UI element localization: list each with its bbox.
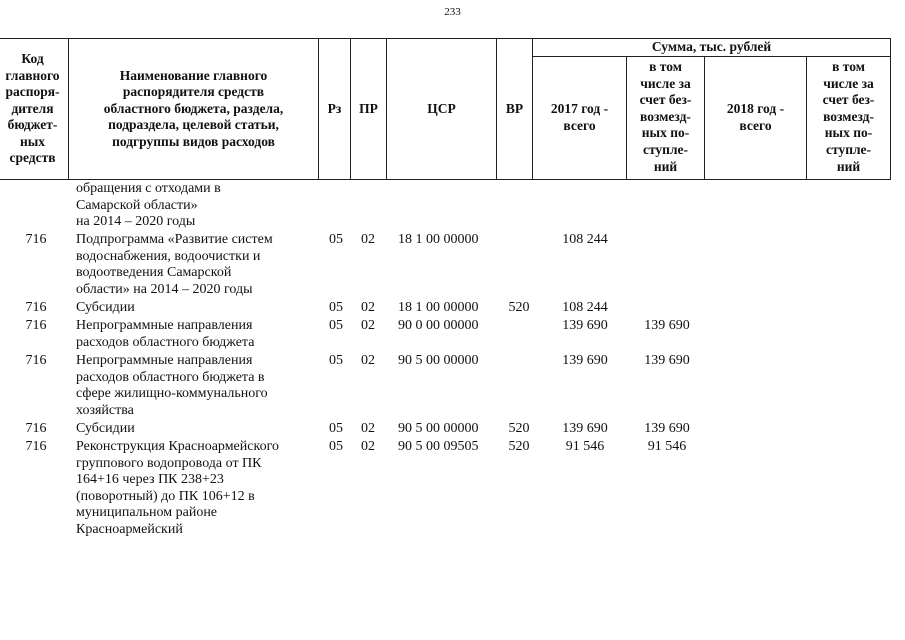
row-2017-total: 139 690 [562,318,608,334]
row-2017-total: 91 546 [565,439,605,454]
row-name-line: хозяйства [76,402,134,418]
row-csr: 90 5 00 00000 [398,353,479,368]
row-pr: 02 [361,300,375,316]
row-code: 716 [25,439,47,454]
row-csr: 90 5 00 00000 [398,420,479,436]
row-2017-total: 108 244 [562,232,608,248]
row-rz: 05 [329,439,343,454]
row-name-line: Реконструкция Красноармейского [76,439,279,454]
table-row [0,421,905,438]
page-number: 233 [444,6,461,18]
row-name-line: Самарской области» [76,197,198,213]
header-2018-grants: в том числе за счет без- возмезд- ных по- ступле- ний [807,57,891,180]
row-name [76,300,316,317]
table-row [0,181,905,231]
header-pr: ПР [351,39,387,180]
row-name [76,318,316,351]
table-header [0,38,891,180]
row-name-line: Красноармейский [76,521,183,537]
row-csr: 90 0 00 00000 [398,318,479,334]
row-2017-total: 108 244 [562,300,608,316]
row-rz: 05 [329,353,343,368]
header-2017-total: 2017 год - всего [533,57,627,180]
table-row [0,318,905,351]
row-2017-grants: 139 690 [644,420,690,436]
row-name-line: Субсидии [76,300,135,316]
header-rz: Рз [319,39,351,180]
row-2017-grants: 139 690 [644,353,690,368]
row-code: 716 [25,318,47,334]
row-csr: 90 5 00 09505 [398,439,479,454]
row-name-line: на 2014 – 2020 годы [76,214,196,230]
row-rz: 05 [329,300,343,316]
row-name-line: Субсидии [76,420,135,436]
table-row [0,300,905,317]
row-code: 716 [25,232,47,248]
table-row [0,439,905,539]
row-name-line: сфере жилищно-коммунального [76,386,268,402]
row-2017-grants: 139 690 [644,318,690,334]
row-name-line: водоснабжения, водоочистки и [76,248,261,264]
header-vr: ВР [497,39,533,180]
row-2017-total: 139 690 [562,353,608,368]
row-name [76,232,316,298]
row-pr: 02 [361,439,375,454]
row-code: 716 [25,420,47,436]
table-row [0,232,905,298]
header-code: Код главного распоря- дителя бюджет- ных средств [0,39,69,180]
row-pr: 02 [361,318,375,334]
row-name-line: муниципальном районе [76,505,218,521]
row-rz: 05 [329,318,343,334]
header-csr: ЦСР [387,39,497,180]
row-name [76,181,316,231]
row-name [76,421,316,438]
row-pr: 02 [361,353,375,368]
header-sum: Сумма, тыс. рублей [533,39,891,57]
row-2017-total: 139 690 [562,420,608,436]
row-name-line: (поворотный) до ПК 106+12 в [76,488,255,504]
row-vr: 520 [508,439,530,454]
row-csr: 18 1 00 00000 [398,300,479,316]
row-name-line: обращения с отходами в [76,181,221,196]
row-name-line: расходов областного бюджета [76,334,255,350]
row-name-line: Непрограммные направления [76,318,253,334]
row-pr: 02 [361,232,375,248]
row-name-line: Подпрограмма «Развитие систем [76,232,273,248]
table-row [0,353,905,419]
row-rz: 05 [329,420,343,436]
row-csr: 18 1 00 00000 [398,232,479,248]
row-code: 716 [25,300,47,316]
row-name-line: группового водопровода от ПК [76,455,262,471]
row-name-line: 164+16 через ПК 238+23 [76,472,224,488]
row-name [76,439,316,539]
row-name-line: водоотведения Самарской [76,265,232,281]
header-2018-total: 2018 год - всего [705,57,807,180]
row-vr: 520 [508,420,530,436]
row-vr: 520 [508,300,530,316]
row-pr: 02 [361,420,375,436]
row-rz: 05 [329,232,343,248]
header-2017-grants: в том числе за счет без- возмезд- ных по- ступле- ний [627,57,705,180]
row-name [76,353,316,419]
header-name: Наименование главного распорядителя средств областного бюджета, раздела, подраздела, целевой статьи, подгруппы видов расходов [69,39,319,180]
row-2017-grants: 91 546 [647,439,687,454]
row-name-line: Непрограммные направления [76,353,253,368]
row-code: 716 [25,353,47,368]
row-name-line: области» на 2014 – 2020 годы [76,282,253,298]
row-name-line: расходов областного бюджета в [76,369,265,385]
